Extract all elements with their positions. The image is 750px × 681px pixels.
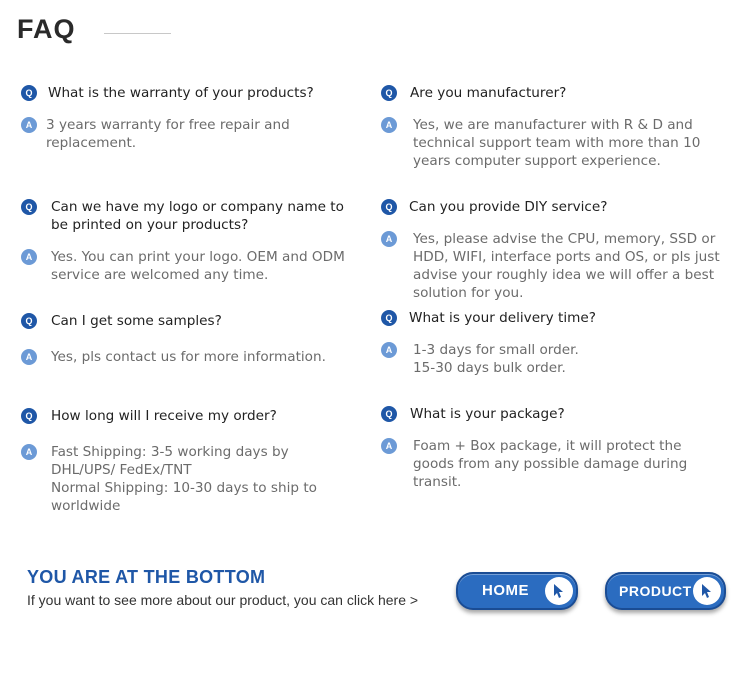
product-button[interactable] <box>605 572 726 610</box>
faq-question: Q Can we have my logo or company name to be printed on your products? <box>21 198 356 234</box>
home-button-label: HOME <box>482 582 529 599</box>
a-badge-icon: A <box>381 342 397 358</box>
home-button[interactable] <box>456 572 578 610</box>
faq-answer: A Fast Shipping: 3-5 working days by DHL/UPS/ FedEx/TNT Normal Shipping: 10-30 days to ship to worldwide <box>21 443 351 515</box>
a-badge-icon: A <box>381 438 397 454</box>
faq-answer: A 1-3 days for small order. 15-30 days bulk order. <box>381 341 726 377</box>
a-badge-icon: A <box>21 117 37 133</box>
q-badge-icon: Q <box>381 310 397 326</box>
product-button-label: PRODUCT <box>619 583 692 599</box>
page-title: FAQ <box>17 14 76 44</box>
faq-answer: A Foam + Box package, it will protect the goods from any possible damage during transit. <box>381 437 718 491</box>
faq-item <box>381 84 726 170</box>
faq-question: Q Can you provide DIY service? <box>381 198 741 216</box>
faq-item <box>381 198 741 302</box>
faq-item <box>381 405 726 491</box>
title-divider <box>104 33 171 34</box>
faq-answer: A Yes, we are manufacturer with R & D and technical support team with more than 10 years computer support experience. <box>381 116 733 170</box>
cursor-arrow-icon <box>693 577 721 605</box>
q-badge-icon: Q <box>381 406 397 422</box>
faq-question: Q What is your delivery time? <box>381 309 726 327</box>
faq-answer: A Yes, please advise the CPU, memory, SSD or HDD, WIFI, interface ports and OS, or pls just advise your roughly idea we will offer a best solution for you. <box>381 230 739 302</box>
faq-question: Q Are you manufacturer? <box>381 84 726 102</box>
faq-item <box>21 407 371 515</box>
q-badge-icon: Q <box>381 199 397 215</box>
q-badge-icon: Q <box>21 199 37 215</box>
a-badge-icon: A <box>21 249 37 265</box>
faq-item <box>21 198 371 284</box>
a-badge-icon: A <box>381 117 397 133</box>
faq-question: Q What is the warranty of your products? <box>21 84 371 102</box>
bottom-heading: YOU ARE AT THE BOTTOM <box>27 567 266 587</box>
faq-question: Q Can I get some samples? <box>21 312 371 330</box>
faq-item <box>21 312 371 366</box>
faq-question: Q How long will I receive my order? <box>21 407 371 425</box>
faq-answer: A Yes. You can print your logo. OEM and ODM service are welcomed any time. <box>21 248 351 284</box>
q-badge-icon: Q <box>21 313 37 329</box>
cursor-arrow-icon <box>545 577 573 605</box>
faq-question: Q What is your package? <box>381 405 726 423</box>
q-badge-icon: Q <box>381 85 397 101</box>
q-badge-icon: Q <box>21 85 37 101</box>
faq-answer: A 3 years warranty for free repair and replacement. <box>21 116 371 152</box>
faq-item <box>381 309 726 377</box>
q-badge-icon: Q <box>21 408 37 424</box>
a-badge-icon: A <box>381 231 397 247</box>
a-badge-icon: A <box>21 349 37 365</box>
faq-answer: A Yes, pls contact us for more information. <box>21 348 371 366</box>
faq-item <box>21 84 371 152</box>
bottom-subtitle[interactable]: If you want to see more about our product, you can click here > <box>27 592 419 608</box>
a-badge-icon: A <box>21 444 37 460</box>
